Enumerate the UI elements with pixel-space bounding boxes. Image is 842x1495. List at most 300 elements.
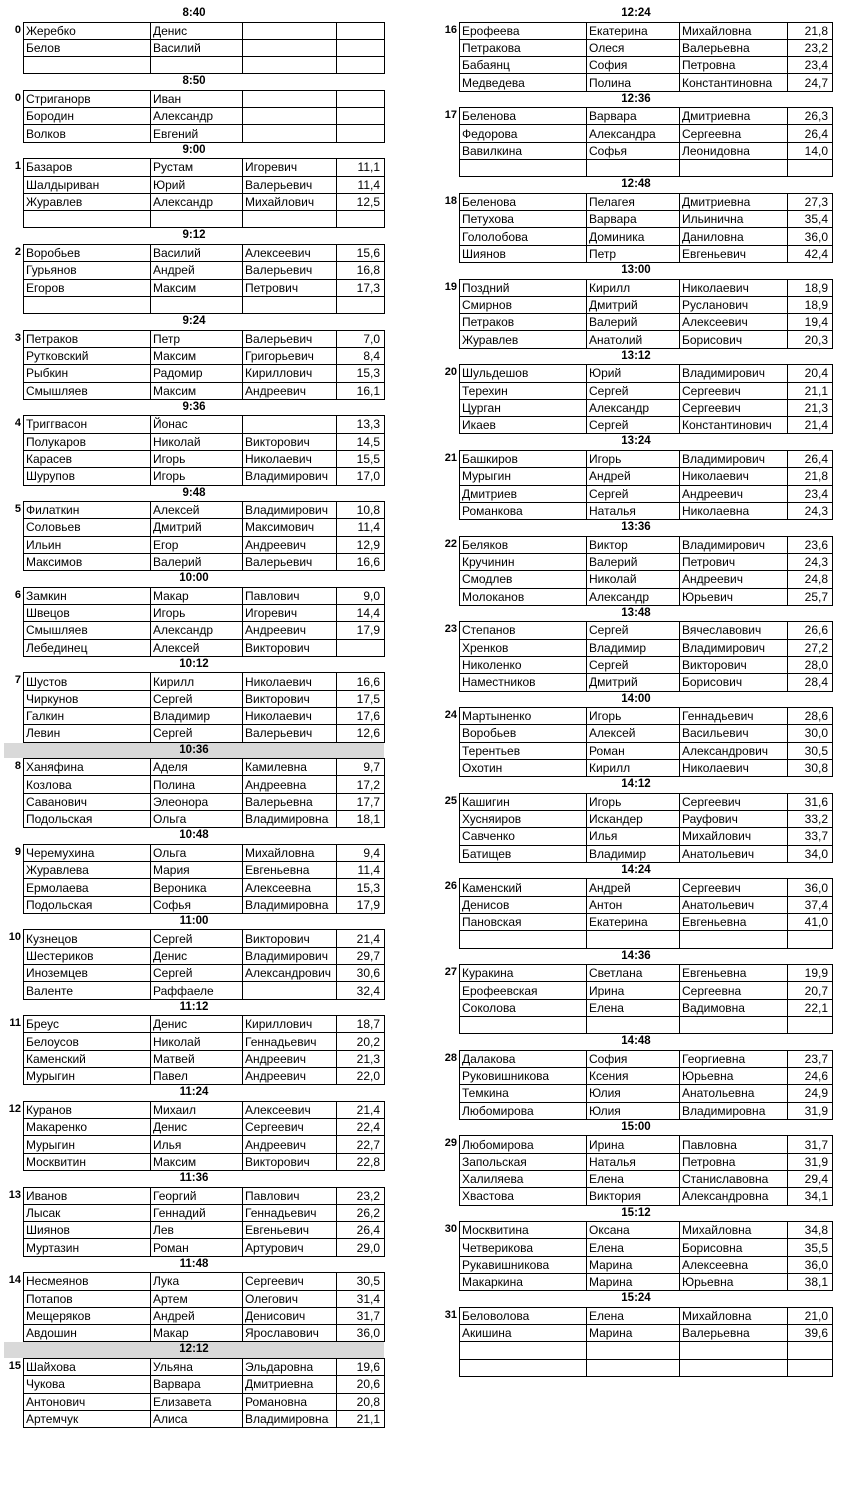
result-cell: 14,5	[337, 433, 385, 450]
result-cell: 21,8	[788, 22, 833, 39]
participants-table	[459, 1050, 833, 1120]
name-cell: Александр	[151, 108, 243, 125]
result-cell: 37,4	[788, 896, 833, 913]
patronymic-cell	[243, 90, 337, 107]
name-cell: Максим	[151, 279, 243, 296]
surname-cell: Хвастова	[460, 1188, 587, 1205]
name-cell: Андрей	[151, 1307, 243, 1324]
name-cell: Егор	[151, 536, 243, 553]
table-row	[460, 845, 833, 862]
table-row	[24, 947, 385, 964]
table-row	[460, 708, 833, 725]
surname-cell: Каменский	[24, 1050, 151, 1067]
patronymic-cell: Александрович	[680, 742, 788, 759]
result-cell: 30,5	[337, 1273, 385, 1290]
start-group	[4, 74, 384, 142]
table-row	[460, 365, 833, 382]
table-row	[24, 1136, 385, 1153]
surname-cell: Беленова	[460, 193, 587, 210]
name-cell: Полина	[587, 74, 680, 91]
name-cell: Доминика	[587, 228, 680, 245]
patronymic-cell: Петровна	[680, 57, 788, 74]
result-cell: 32,4	[337, 982, 385, 999]
participants-table	[459, 279, 833, 349]
surname-cell: Ермолаева	[24, 879, 151, 896]
surname-cell: Карасев	[24, 450, 151, 467]
start-group	[4, 1085, 384, 1171]
patronymic-cell: Павловна	[680, 1136, 788, 1153]
surname-cell: Антонович	[24, 1393, 151, 1410]
name-cell: Александр	[587, 588, 680, 605]
patronymic-cell: Константинович	[680, 417, 788, 434]
patronymic-cell: Геннадьевич	[243, 1033, 337, 1050]
group-number: 22	[444, 537, 457, 550]
table-row	[24, 622, 385, 639]
surname-cell: Волков	[24, 125, 151, 142]
table-row	[24, 211, 385, 228]
table-row	[460, 1153, 833, 1170]
name-cell	[587, 1359, 680, 1376]
name-cell: Игорь	[587, 450, 680, 467]
surname-cell: Соловьев	[24, 519, 151, 536]
patronymic-cell: Владимирович	[680, 450, 788, 467]
name-cell: Ольга	[151, 844, 243, 861]
table-row	[24, 982, 385, 999]
participants-table	[459, 107, 833, 177]
left-column	[4, 6, 384, 1428]
table-row	[460, 211, 833, 228]
name-cell: Владимир	[151, 708, 243, 725]
result-cell: 15,3	[337, 879, 385, 896]
participants-table	[23, 844, 385, 914]
table-row	[24, 862, 385, 879]
table-row	[24, 1325, 385, 1342]
name-cell: София	[587, 1050, 680, 1067]
table-row	[24, 125, 385, 142]
name-cell: Евгений	[151, 125, 243, 142]
surname-cell: Смышляев	[24, 382, 151, 399]
patronymic-cell: Григорьевич	[243, 347, 337, 364]
result-cell	[788, 1359, 833, 1376]
table-row	[460, 228, 833, 245]
patronymic-cell: Евгеньевна	[680, 965, 788, 982]
surname-cell: Саванович	[24, 793, 151, 810]
start-time: 11:36	[179, 1172, 209, 1185]
patronymic-cell: Владимирович	[243, 468, 337, 485]
name-cell: Лука	[151, 1273, 243, 1290]
group-number: 23	[444, 623, 457, 636]
surname-cell: Шестериков	[24, 947, 151, 964]
table-row	[24, 1153, 385, 1170]
surname-cell: Ерофеевская	[460, 982, 587, 999]
name-cell: Ксения	[587, 1068, 680, 1085]
surname-cell: Рыбкин	[24, 365, 151, 382]
group-number: 10	[8, 931, 21, 944]
table-row	[460, 965, 833, 982]
start-time: 13:00	[621, 264, 651, 277]
surname-cell: Мартыненко	[460, 708, 587, 725]
patronymic-cell: Андреевна	[243, 776, 337, 793]
surname-cell: Башкиров	[460, 450, 587, 467]
start-time: 11:24	[179, 1086, 209, 1099]
group-number: 4	[14, 417, 21, 430]
patronymic-cell: Валерьевич	[243, 176, 337, 193]
participants-table	[23, 1187, 385, 1257]
participants-table	[23, 758, 385, 828]
patronymic-cell: Андреевич	[680, 485, 788, 502]
name-cell: Юрий	[587, 365, 680, 382]
name-cell: Василий	[151, 244, 243, 261]
patronymic-cell: Сергеевич	[680, 793, 788, 810]
patronymic-cell	[680, 160, 788, 177]
surname-cell: Далакова	[460, 1050, 587, 1067]
surname-cell: Гурьянов	[24, 262, 151, 279]
group-number: 18	[444, 194, 457, 207]
table-row	[24, 587, 385, 604]
surname-cell: Кашигин	[460, 793, 587, 810]
table-row	[24, 673, 385, 690]
patronymic-cell: Валерьевич	[243, 262, 337, 279]
name-cell: Александр	[587, 399, 680, 416]
patronymic-cell: Валерьевна	[243, 793, 337, 810]
table-row	[460, 296, 833, 313]
table-row	[460, 108, 833, 125]
result-cell: 22,0	[337, 1068, 385, 1085]
group-number: 15	[8, 1359, 21, 1372]
name-cell: Искандер	[587, 810, 680, 827]
patronymic-cell: Андреевич	[243, 1068, 337, 1085]
group-number: 28	[444, 1051, 457, 1064]
result-cell: 24,7	[788, 74, 833, 91]
name-cell: Кирилл	[587, 279, 680, 296]
patronymic-cell	[243, 416, 337, 433]
group-number: 0	[14, 23, 21, 36]
start-time: 12:12	[4, 1342, 384, 1358]
patronymic-cell: Викторович	[680, 656, 788, 673]
result-cell: 36,0	[788, 1256, 833, 1273]
result-cell: 31,7	[337, 1307, 385, 1324]
result-cell: 14,4	[337, 605, 385, 622]
surname-cell: Соколова	[460, 999, 587, 1016]
result-cell: 21,1	[788, 382, 833, 399]
right-column	[440, 6, 832, 1377]
table-row	[460, 1256, 833, 1273]
result-cell: 21,3	[788, 399, 833, 416]
surname-cell: Замкин	[24, 587, 151, 604]
start-time: 10:12	[179, 657, 209, 670]
result-cell: 23,4	[788, 485, 833, 502]
name-cell	[587, 931, 680, 948]
result-cell	[337, 296, 385, 313]
surname-cell: Дмитриев	[460, 485, 587, 502]
result-cell: 22,1	[788, 999, 833, 1016]
name-cell: Радомир	[151, 365, 243, 382]
name-cell: Алиса	[151, 1410, 243, 1427]
name-cell: Юрий	[151, 176, 243, 193]
name-cell: Денис	[151, 1016, 243, 1033]
table-row	[460, 828, 833, 845]
patronymic-cell: Александрович	[243, 965, 337, 982]
surname-cell: Черемухина	[24, 844, 151, 861]
name-cell: Михаил	[151, 1101, 243, 1118]
start-group	[440, 349, 832, 435]
table-row	[460, 725, 833, 742]
result-cell: 31,6	[788, 793, 833, 810]
surname-cell: Поздний	[460, 279, 587, 296]
patronymic-cell: Анатольевна	[680, 1085, 788, 1102]
name-cell: Варвара	[587, 211, 680, 228]
surname-cell: Любомирова	[460, 1102, 587, 1119]
name-cell: Антон	[587, 896, 680, 913]
table-row	[24, 159, 385, 176]
table-row	[460, 74, 833, 91]
table-row	[24, 639, 385, 656]
name-cell: Владимир	[587, 639, 680, 656]
start-time: 15:12	[621, 1206, 651, 1219]
name-cell: Ольга	[151, 810, 243, 827]
table-row	[24, 1290, 385, 1307]
patronymic-cell: Павлович	[243, 1187, 337, 1204]
patronymic-cell: Сергеевич	[243, 1273, 337, 1290]
surname-cell: Потапов	[24, 1290, 151, 1307]
table-row	[460, 1171, 833, 1188]
start-group	[4, 914, 384, 1000]
result-cell: 20,7	[788, 982, 833, 999]
group-number: 17	[444, 109, 457, 122]
surname-cell: Кузнецов	[24, 930, 151, 947]
table-row	[460, 1274, 833, 1291]
name-cell: София	[587, 57, 680, 74]
name-cell: Игорь	[151, 468, 243, 485]
name-cell: Полина	[151, 776, 243, 793]
table-row	[24, 1376, 385, 1393]
table-row	[24, 1239, 385, 1256]
table-row	[24, 1204, 385, 1221]
surname-cell: Запольская	[460, 1153, 587, 1170]
group-number: 20	[444, 366, 457, 379]
patronymic-cell: Михайловна	[680, 1222, 788, 1239]
result-cell	[337, 211, 385, 228]
start-group	[4, 143, 384, 229]
patronymic-cell: Валерьевна	[680, 1325, 788, 1342]
result-cell: 17,6	[337, 708, 385, 725]
result-cell: 19,4	[788, 314, 833, 331]
participants-table	[23, 158, 385, 228]
start-group	[440, 606, 832, 692]
surname-cell: Шайхова	[24, 1358, 151, 1375]
surname-cell: Федорова	[460, 125, 587, 142]
result-cell: 16,1	[337, 382, 385, 399]
table-row	[24, 296, 385, 313]
surname-cell: Ерофеева	[460, 22, 587, 39]
result-cell: 36,0	[788, 228, 833, 245]
table-row	[460, 536, 833, 553]
result-cell: 29,4	[788, 1171, 833, 1188]
result-cell: 36,0	[337, 1325, 385, 1342]
start-group	[4, 228, 384, 314]
participants-table	[459, 22, 833, 92]
name-cell: Дмитрий	[587, 296, 680, 313]
patronymic-cell: Валерьевич	[243, 553, 337, 570]
table-row	[460, 1188, 833, 1205]
name-cell: Георгий	[151, 1187, 243, 1204]
surname-cell: Икаев	[460, 417, 587, 434]
patronymic-cell: Дмитриевна	[680, 193, 788, 210]
start-group	[440, 949, 832, 1035]
name-cell: Раффаеле	[151, 982, 243, 999]
name-cell: Елена	[587, 1307, 680, 1324]
surname-cell: Кручинин	[460, 553, 587, 570]
result-cell: 24,9	[788, 1085, 833, 1102]
patronymic-cell: Эльдаровна	[243, 1358, 337, 1375]
surname-cell: Воробьев	[24, 244, 151, 261]
patronymic-cell	[243, 22, 337, 39]
result-cell: 26,6	[788, 622, 833, 639]
table-row	[24, 690, 385, 707]
patronymic-cell: Валерьевич	[243, 330, 337, 347]
group-number: 1	[14, 160, 21, 173]
table-row	[460, 160, 833, 177]
result-cell: 21,1	[337, 1410, 385, 1427]
patronymic-cell: Сергеевич	[243, 1119, 337, 1136]
start-group	[440, 1291, 832, 1377]
table-row	[24, 1410, 385, 1427]
result-cell	[788, 160, 833, 177]
table-row	[460, 759, 833, 776]
participants-table	[459, 536, 833, 606]
name-cell	[151, 211, 243, 228]
name-cell: Дмитрий	[151, 519, 243, 536]
start-time: 8:40	[182, 7, 206, 19]
surname-cell: Петракова	[460, 39, 587, 56]
patronymic-cell: Николаевич	[243, 673, 337, 690]
patronymic-cell: Андреевич	[243, 536, 337, 553]
name-cell: Юлия	[587, 1085, 680, 1102]
result-cell: 30,8	[788, 759, 833, 776]
name-cell: Анатолий	[587, 331, 680, 348]
start-time: 13:24	[621, 435, 651, 448]
result-cell: 19,6	[337, 1358, 385, 1375]
result-cell: 17,2	[337, 776, 385, 793]
surname-cell: Валенте	[24, 982, 151, 999]
patronymic-cell: Геннадьевич	[243, 1204, 337, 1221]
result-cell: 21,0	[788, 1307, 833, 1324]
surname-cell: Москвитин	[24, 1153, 151, 1170]
table-row	[24, 844, 385, 861]
surname-cell: Акишина	[460, 1325, 587, 1342]
table-row	[460, 450, 833, 467]
group-number: 13	[8, 1188, 21, 1201]
surname-cell: Несмеянов	[24, 1273, 151, 1290]
table-row	[460, 1050, 833, 1067]
table-row	[460, 1239, 833, 1256]
surname-cell: Базаров	[24, 159, 151, 176]
patronymic-cell	[680, 1016, 788, 1033]
name-cell: Павел	[151, 1068, 243, 1085]
patronymic-cell: Ильинична	[680, 211, 788, 228]
result-cell: 21,4	[337, 930, 385, 947]
patronymic-cell: Николаевич	[243, 708, 337, 725]
name-cell: Роман	[587, 742, 680, 759]
patronymic-cell: Георгиевна	[680, 1050, 788, 1067]
table-row	[24, 519, 385, 536]
group-number: 11	[9, 1017, 21, 1030]
surname-cell	[460, 160, 587, 177]
start-group	[4, 828, 384, 914]
result-cell: 29,7	[337, 947, 385, 964]
name-cell: Мария	[151, 862, 243, 879]
patronymic-cell: Кириллович	[243, 1016, 337, 1033]
result-cell: 35,5	[788, 1239, 833, 1256]
surname-cell: Белоусов	[24, 1033, 151, 1050]
start-time: 10:00	[179, 572, 209, 585]
patronymic-cell: Михайловна	[243, 844, 337, 861]
surname-cell: Любомирова	[460, 1136, 587, 1153]
table-row	[460, 314, 833, 331]
start-group	[440, 1120, 832, 1206]
table-row	[24, 793, 385, 810]
name-cell: Варвара	[151, 1376, 243, 1393]
patronymic-cell: Петрович	[243, 279, 337, 296]
table-row	[24, 708, 385, 725]
table-row	[24, 382, 385, 399]
name-cell: Йонас	[151, 416, 243, 433]
patronymic-cell: Вячеславович	[680, 622, 788, 639]
patronymic-cell: Сергеевна	[680, 125, 788, 142]
group-number: 0	[14, 91, 21, 104]
result-cell: 24,3	[788, 553, 833, 570]
patronymic-cell	[243, 39, 337, 56]
patronymic-cell: Станиславовна	[680, 1171, 788, 1188]
table-row	[24, 1016, 385, 1033]
group-number: 14	[8, 1274, 21, 1287]
result-cell: 18,1	[337, 810, 385, 827]
name-cell: Денис	[151, 22, 243, 39]
name-cell: Денис	[151, 947, 243, 964]
start-time: 13:48	[621, 606, 651, 619]
table-row	[24, 1222, 385, 1239]
surname-cell: Пановская	[460, 913, 587, 930]
name-cell: Максим	[151, 1153, 243, 1170]
start-time: 10:48	[179, 829, 209, 842]
name-cell: Илья	[151, 1136, 243, 1153]
start-group	[4, 1171, 384, 1257]
table-row	[460, 656, 833, 673]
name-cell: Виктория	[587, 1188, 680, 1205]
name-cell: Софья	[587, 142, 680, 159]
table-row	[460, 125, 833, 142]
result-cell: 15,3	[337, 365, 385, 382]
name-cell: Сергей	[151, 965, 243, 982]
name-cell: Марина	[587, 1274, 680, 1291]
patronymic-cell: Викторович	[243, 690, 337, 707]
start-group	[4, 1342, 384, 1428]
group-number: 25	[444, 794, 457, 807]
group-number: 12	[8, 1102, 21, 1115]
patronymic-cell: Васильевич	[680, 725, 788, 742]
result-cell: 31,9	[788, 1153, 833, 1170]
name-cell: Ирина	[587, 982, 680, 999]
patronymic-cell: Кириллович	[243, 365, 337, 382]
start-group	[440, 434, 832, 520]
name-cell: Игорь	[587, 708, 680, 725]
name-cell: Василий	[151, 39, 243, 56]
table-row	[24, 1187, 385, 1204]
table-row	[460, 502, 833, 519]
name-cell: Элеонора	[151, 793, 243, 810]
start-time: 12:36	[621, 92, 651, 105]
name-cell: Елена	[587, 1171, 680, 1188]
